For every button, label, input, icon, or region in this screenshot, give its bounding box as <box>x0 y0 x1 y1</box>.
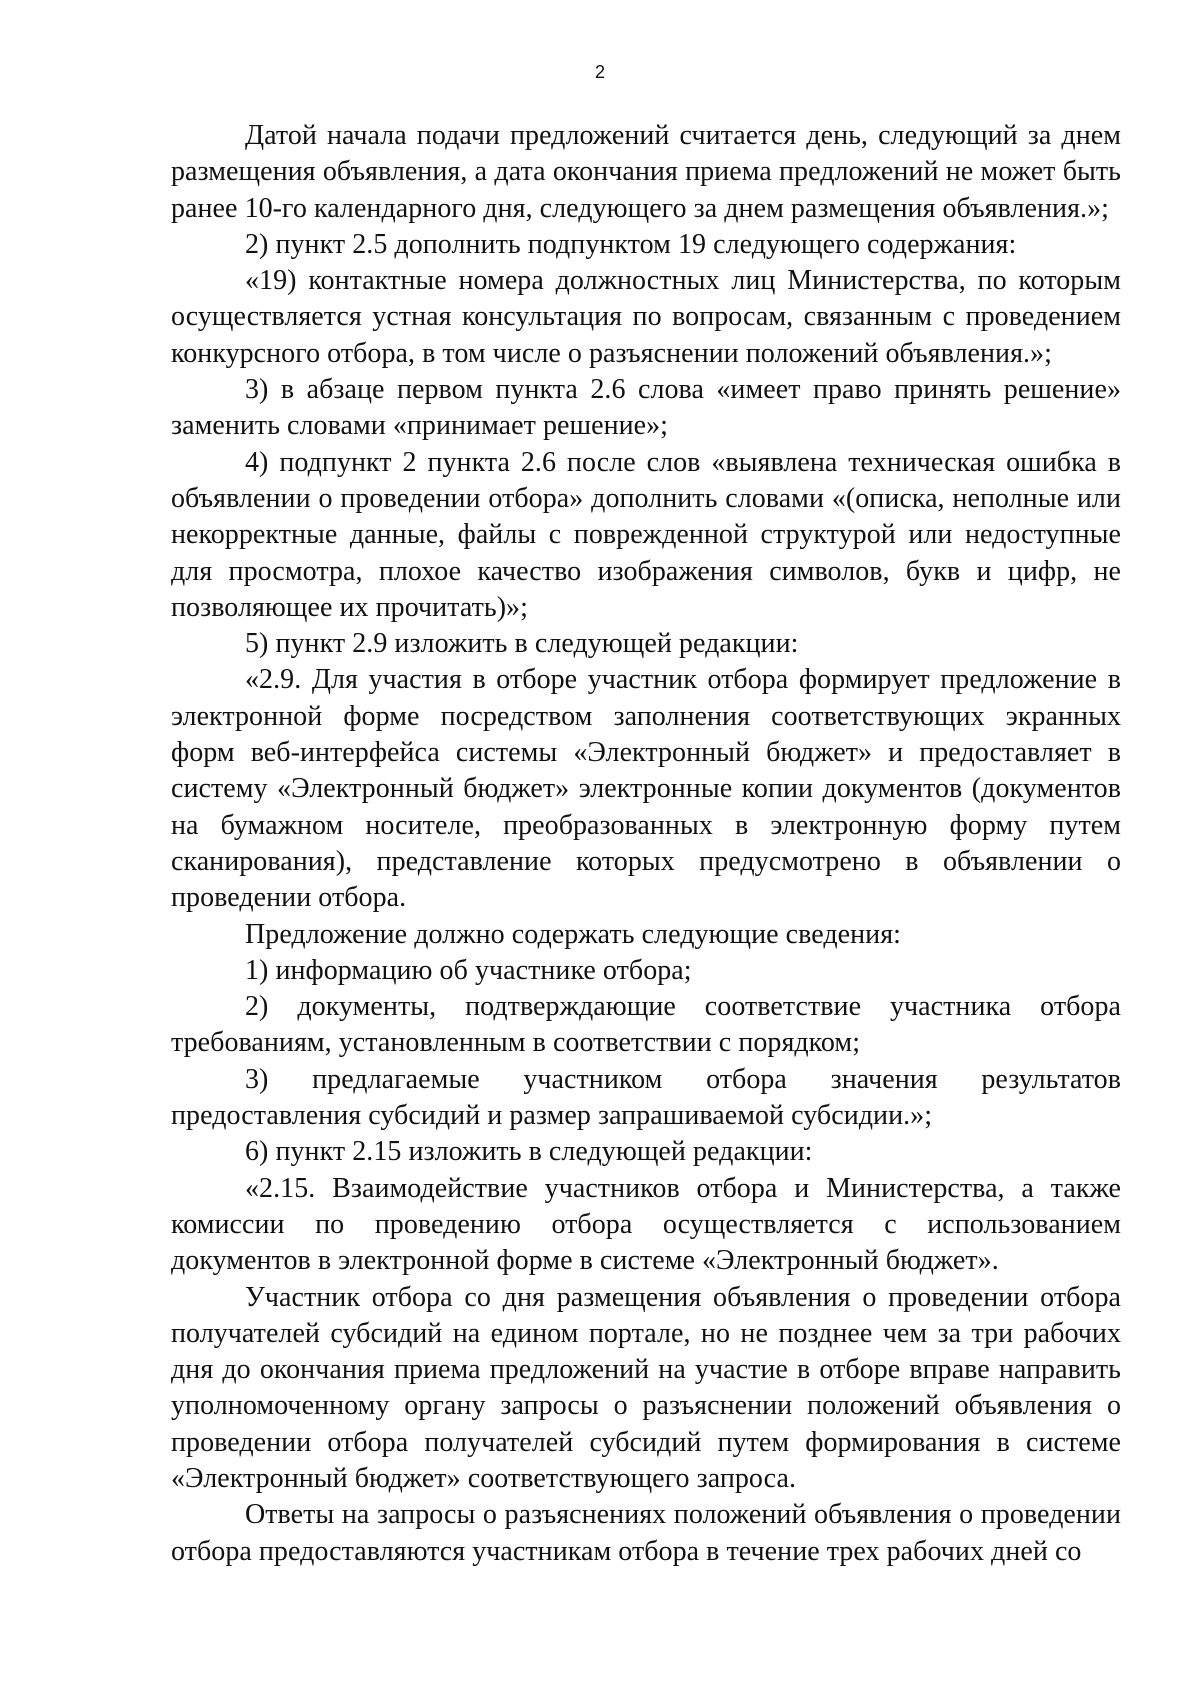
paragraph-item-2: 2) пункт 2.5 дополнить подпунктом 19 следующего содержания: <box>245 228 1017 260</box>
paragraph-clause-2-15: «2.15. Взаимодействие участников отбора и Министерства, а также комиссии по проведению отбора осуществляется с использованием документов в электронной форме в системе «Электронный бюджет». <box>171 1172 1121 1277</box>
document-body <box>171 118 1121 1570</box>
paragraph-proposal-contents: Предложение должно содержать следующие сведения: <box>245 918 901 950</box>
paragraph-start-date: Датой начала подачи предложений считается день, следующий за днем размещения объявления, а дата окончания приема предложений не может быть ранее 10-го календарного дня, следующего за днем размещения объявления.»; <box>171 120 1121 224</box>
paragraph-list-3: 3) предлагаемые участником отбора значения результатов предоставления субсидий и размер запрашиваемой субсидии.»; <box>171 1063 1121 1132</box>
paragraph-item-3: 3) в абзаце первом пункта 2.6 слова «имеет право принять решение» заменить словами «принимает решение»; <box>171 374 1121 442</box>
paragraph-item-6: 6) пункт 2.15 изложить в следующей редакции: <box>245 1136 813 1168</box>
paragraph-item-5: 5) пункт 2.9 изложить в следующей редакции: <box>245 628 799 660</box>
paragraph-clause-2-9: «2.9. Для участия в отборе участник отбора формирует предложение в электронной форме посредством заполнения соответствующих экранных форм веб-интерфейса системы «Электронный бюджет» и предоставляет в систему «Электронный бюджет» электронные копии документов (документов на бумажном носителе, преобразованных в электронную форму путем сканирования), представление которых предусмотрено в объявлении о проведении отбора. <box>171 664 1121 914</box>
page-number: 2 <box>594 62 605 82</box>
paragraph-answers: Ответы на запросы о разъяснениях положений объявления о проведении отбора предоставляются участникам отбора в течение трех рабочих дней со <box>171 1499 1121 1567</box>
paragraph-participant-requests: Участник отбора со дня размещения объявления о проведении отбора получателей субсидий на едином портале, но не позднее чем за три рабочих дня до окончания приема предложений на участие в отборе вправе направить уполномоченному органу запросы о разъяснении положений объявления о проведении отбора получателей субсидий путем формирования в системе «Электронный бюджет» соответствующего запроса. <box>171 1281 1121 1494</box>
paragraph-item-4: 4) подпункт 2 пункта 2.6 после слов «выявлена техническая ошибка в объявлении о проведении отбора» дополнить словами «(описка, неполные или некорректные данные, файлы с поврежденной структурой или недоступные для просмотра, плохое качество изображения символов, букв и цифр, не позволяющее их прочитать)»; <box>171 446 1121 623</box>
paragraph-subitem-19: «19) контактные номера должностных лиц Министерства, по которым осуществляется устная консультация по вопросам, связанным с проведением конкурсного отбора, в том числе о разъяснении положений объявления.»; <box>171 265 1121 369</box>
paragraph-list-2: 2) документы, подтверждающие соответствие участника отбора требованиям, установленным в соответствии с порядком; <box>171 991 1121 1059</box>
paragraph-list-1: 1) информацию об участнике отбора; <box>245 954 692 986</box>
